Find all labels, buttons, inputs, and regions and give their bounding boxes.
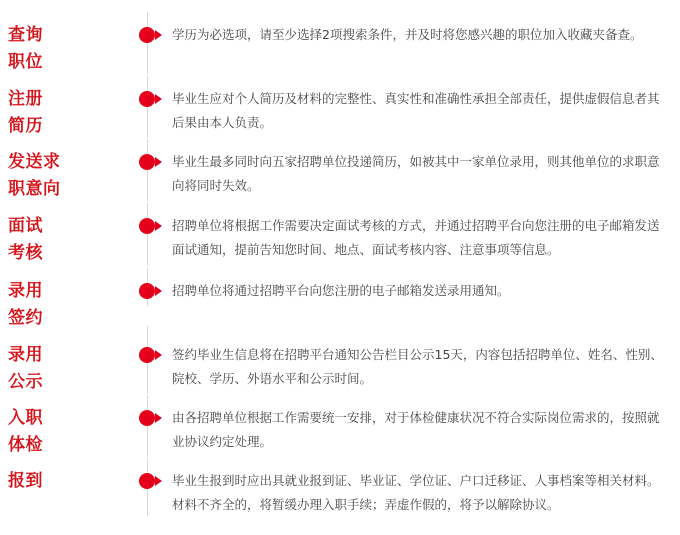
step-title-line: 考核 xyxy=(8,243,43,263)
arrow-right-icon xyxy=(155,413,162,423)
step-title-line: 简历 xyxy=(8,116,43,136)
step-title-line: 职位 xyxy=(8,52,43,72)
timeline-line xyxy=(147,76,148,138)
arrow-right-icon xyxy=(155,286,162,296)
arrow-right-icon xyxy=(155,221,162,231)
timeline-dot-icon xyxy=(139,347,155,363)
step-title xyxy=(8,22,58,76)
step-title-line: 查询 xyxy=(8,25,43,45)
step-title-line: 注册 xyxy=(8,89,43,109)
arrow-right-icon xyxy=(155,476,162,486)
timeline-dot-icon xyxy=(139,27,155,43)
step-title xyxy=(8,342,58,396)
step-description: 学历为必选项，请至少选择2项搜索条件，并及时将您感兴趣的职位加入收藏夹备查。 xyxy=(172,27,643,42)
timeline-line xyxy=(147,203,148,265)
timeline-dot-icon xyxy=(139,154,155,170)
step-title xyxy=(8,405,58,459)
step-title-line: 面试 xyxy=(8,216,43,236)
step-description: 招聘单位将通过招聘平台向您注册的电子邮箱发送录用通知。 xyxy=(172,283,510,298)
timeline-line xyxy=(147,139,148,201)
timeline-dot-icon xyxy=(139,283,155,299)
timeline-line xyxy=(147,12,148,74)
timeline-line xyxy=(147,395,148,457)
step-title xyxy=(8,149,61,203)
timeline-dot-icon xyxy=(139,91,155,107)
step-title-line: 发送求 xyxy=(8,152,61,172)
step-title xyxy=(8,278,58,332)
step-description: 毕业生应对个人简历及材料的完整性、真实性和准确性承担全部责任，提供虚假信息者其后果由本人负责。 xyxy=(172,91,660,130)
step-title-line: 签约 xyxy=(8,308,43,328)
step-title-line: 体检 xyxy=(8,435,43,455)
timeline-dot-icon xyxy=(139,218,155,234)
timeline-dot-icon xyxy=(139,410,155,426)
step-title-line: 入职 xyxy=(8,408,43,428)
step-title-line: 录用 xyxy=(8,281,43,301)
step-title xyxy=(8,86,58,140)
step-description: 招聘单位将根据工作需要决定面试考核的方式，并通过招聘平台向您注册的电子邮箱发送面试通知，提前告知您时间、地点、面试考核内容、注意事项等信息。 xyxy=(172,218,660,257)
step-title-line: 报到 xyxy=(8,471,43,491)
arrow-right-icon xyxy=(155,350,162,360)
arrow-right-icon xyxy=(155,94,162,104)
step-description: 毕业生最多同时向五家招聘单位投递简历，如被其中一家单位录用，则其他单位的求职意向将同时失效。 xyxy=(172,154,660,193)
step-description: 签约毕业生信息将在招聘平台通知公告栏目公示15天，内容包括招聘单位、姓名、性别、院校、学历、外语水平和公示时间。 xyxy=(172,347,663,386)
step-title-line: 职意向 xyxy=(8,179,61,199)
step-description: 毕业生报到时应出具就业报到证、毕业证、学位证、户口迁移证、人事档案等相关材料。材料不齐全的，将暂缓办理入职手续；弄虚作假的，将予以解除协议。 xyxy=(172,473,660,512)
arrow-right-icon xyxy=(155,157,162,167)
step-title-line: 公示 xyxy=(8,372,43,392)
step-description: 由各招聘单位根据工作需要统一安排，对于体检健康状况不符合实际岗位需求的，按照就业协议约定处理。 xyxy=(172,410,660,449)
timeline-dot-icon xyxy=(139,473,155,489)
arrow-right-icon xyxy=(155,30,162,40)
step-title xyxy=(8,213,58,267)
step-title xyxy=(8,468,58,495)
step-title-line: 录用 xyxy=(8,345,43,365)
